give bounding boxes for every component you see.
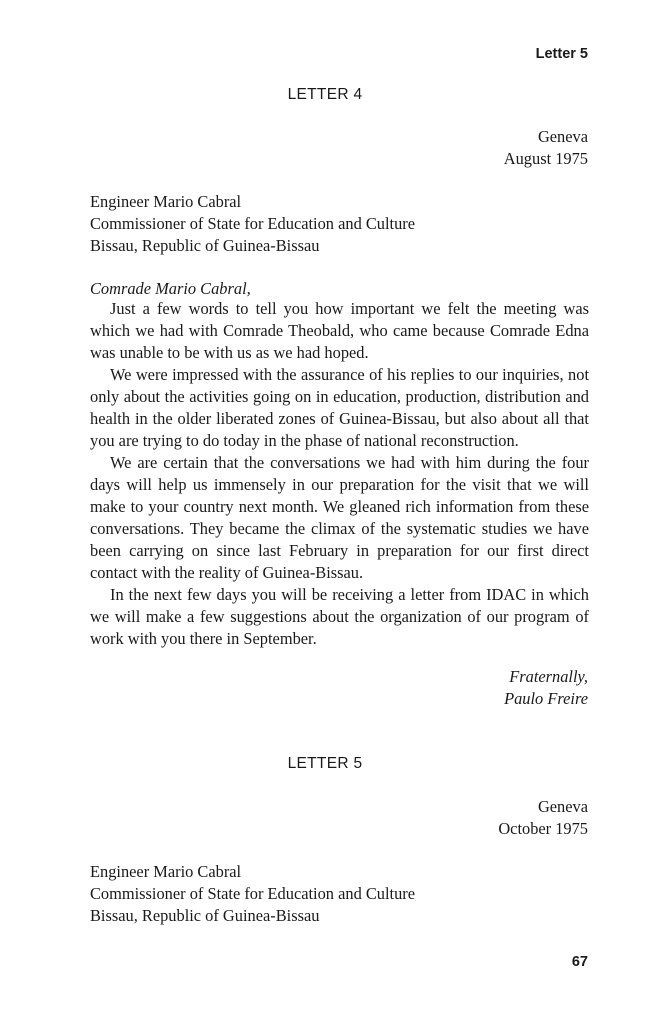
recipient-name: Engineer Mario Cabral [90,192,242,211]
recipient-title: Commissioner of State for Education and Culture [90,214,416,233]
letter-4-body [90,298,589,650]
letter-4-closing: Fraternally, [509,667,588,686]
body-paragraph: We were impressed with the assurance of his replies to our inquiries, not only about the activities going on in education, production, distribution and health in the older liberated zones of Guinea-Bissau, but also about all that you are trying to do today in the phase of national reconstruction. [90,365,589,450]
letter-5-dateline [498,796,588,840]
letter-5-recipient [90,861,590,927]
running-head: Letter 5 [535,46,588,62]
recipient-address: Bissau, Republic of Guinea-Bissau [90,906,320,925]
letter-4-signoff [504,666,588,710]
letter-4-date: August 1975 [503,149,588,168]
letter-5-date: October 1975 [498,819,588,838]
page-number: 67 [571,954,588,970]
recipient-title: Commissioner of State for Education and Culture [90,884,416,903]
letter-4-title: LETTER 4 [287,86,363,103]
letter-4-recipient [90,191,590,257]
letter-4-salutation: Comrade Mario Cabral, [90,279,251,298]
letter-4-place: Geneva [537,127,588,146]
body-paragraph: Just a few words to tell you how important we felt the meeting was which we had with Comrade Theobald, who came because Comrade Edna was unable to be with us as we had hoped. [90,299,589,362]
letter-4-signature: Paulo Freire [504,689,588,708]
recipient-name: Engineer Mario Cabral [90,862,242,881]
letter-4-dateline [504,126,588,170]
recipient-address: Bissau, Republic of Guinea-Bissau [90,236,320,255]
letter-5-place: Geneva [537,797,588,816]
body-paragraph: We are certain that the conversations we had with him during the four days will help us immensely in our preparation for the visit that we will make to your country next month. We gleaned rich information from these conversations. They became the climax of the systematic studies we have been carrying on since last February in preparation for our first direct contact with the reality of Guinea-Bissau. [90,453,589,582]
body-paragraph: In the next few days you will be receiving a letter from IDAC in which we will make a few suggestions about the organization of our program of work with you there in September. [90,585,589,648]
letter-5-title: LETTER 5 [287,755,363,772]
